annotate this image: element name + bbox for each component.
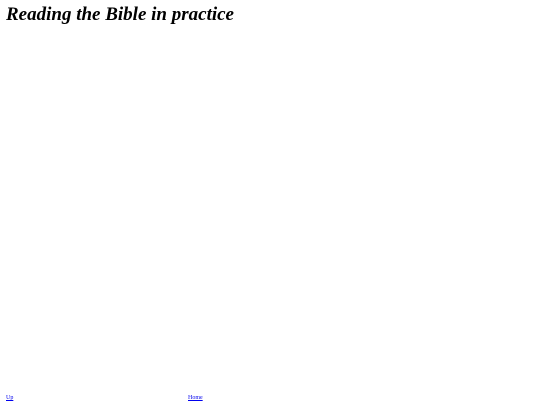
- home-link[interactable]: Home: [188, 395, 203, 401]
- page-title: Reading the Bible in practice: [6, 4, 234, 25]
- footer-nav: [6, 393, 534, 403]
- up-link[interactable]: Up: [6, 395, 14, 401]
